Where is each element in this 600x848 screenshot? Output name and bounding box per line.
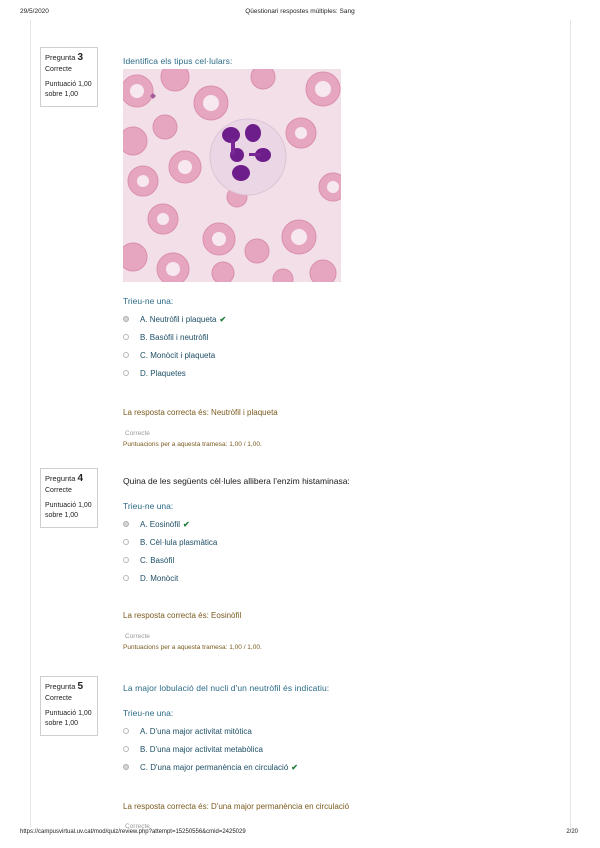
print-date: 29/5/2020 [20,8,49,15]
answer-option-c[interactable]: C. Basòfil [123,551,543,569]
answer-prompt: Trieu-ne una: [123,296,174,306]
radio-button[interactable] [123,352,129,358]
question-3 [123,55,543,448]
question-number: Pregunta 5 [45,681,84,692]
check-icon: ✔ [291,762,298,772]
answer-option-d[interactable]: D. Monòcit [123,569,543,587]
question-grade: Puntuació 1,00 sobre 1,00 [45,81,92,98]
answer-option-a[interactable]: A. Eosinòfil ✔ [123,515,543,533]
question-grade: Puntuació 1,00 sobre 1,00 [45,502,92,519]
answer-option-b[interactable]: B. Basòfil i neutròfil [123,328,543,346]
question-text: Quina de les següents cèl·lules allibera l’enzim histaminasa: [123,476,350,486]
radio-button[interactable] [123,575,129,581]
question-state: Correcte [45,487,72,494]
question-text: Identifica els tipus cel·lulars: [123,56,233,66]
check-icon: ✔ [219,314,227,324]
radio-button[interactable] [123,764,129,770]
question-number: Pregunta 4 [45,473,84,484]
right-answer: La resposta correcta és: Neutròfil i plaqueta [123,408,278,417]
question-5 [123,682,543,830]
answer-list [123,310,543,382]
radio-button[interactable] [123,557,129,563]
marks-summary: Puntuacions per a aquesta tramesa: 1,00 / 1,00. [123,644,262,651]
right-answer: La resposta correcta és: Eosinòfil [123,611,242,620]
radio-button[interactable] [123,316,129,322]
page-frame-right [570,20,571,828]
feedback-state: Correcte [125,430,150,437]
feedback-state: Correcte [125,633,150,640]
answer-list [123,722,543,776]
question-4 [123,475,543,651]
question-grade: Puntuació 1,00 sobre 1,00 [45,710,92,727]
answer-option-c[interactable]: C. Monòcit i plaqueta [123,346,543,364]
answer-option-a[interactable]: A. Neutròfil i plaqueta ✔ [123,310,543,328]
page-frame-left [30,20,31,828]
answer-option-d[interactable]: D. Plaquetes [123,364,543,382]
radio-button[interactable] [123,728,129,734]
answer-prompt: Trieu-ne una: [123,708,174,718]
question-info-5 [40,676,98,736]
page-number: 2/20 [566,829,578,835]
answer-option-b[interactable]: B. Cèl·lula plasmàtica [123,533,543,551]
radio-button[interactable] [123,521,129,527]
question-info-4 [40,468,98,528]
answer-option-c[interactable]: C. D'una major permanència en circulació ✔ [123,758,543,776]
question-text: La major lobulació del nucli d'un neutròfil és indicatiu: [123,683,330,693]
answer-prompt: Trieu-ne una: [123,501,174,511]
check-icon: ✔ [183,519,190,529]
blood-smear-neutrophil-image [123,69,341,282]
radio-button[interactable] [123,334,129,340]
marks-summary: Puntuacions per a aquesta tramesa: 1,00 / 1,00. [123,441,262,448]
answer-option-b[interactable]: B. D'una major activitat metabòlica [123,740,543,758]
question-state: Correcte [45,66,72,73]
radio-button[interactable] [123,746,129,752]
answer-option-a[interactable]: A. D'una major activitat mitòtica [123,722,543,740]
answer-list [123,515,543,587]
question-number: Pregunta 3 [45,52,84,63]
radio-button[interactable] [123,370,129,376]
print-title: Qüestionari respostes múltiples: Sang [245,8,355,15]
print-url: https://campusvirtual.uv.cat/mod/quiz/review.php?attempt=15250556&cmid=2425029 [20,829,246,835]
feedback-state: Correcte [125,823,150,830]
radio-button[interactable] [123,539,129,545]
question-state: Correcte [45,695,72,702]
right-answer: La resposta correcta és: D'una major permanència en circulació [123,802,350,811]
question-info-3 [40,47,98,107]
